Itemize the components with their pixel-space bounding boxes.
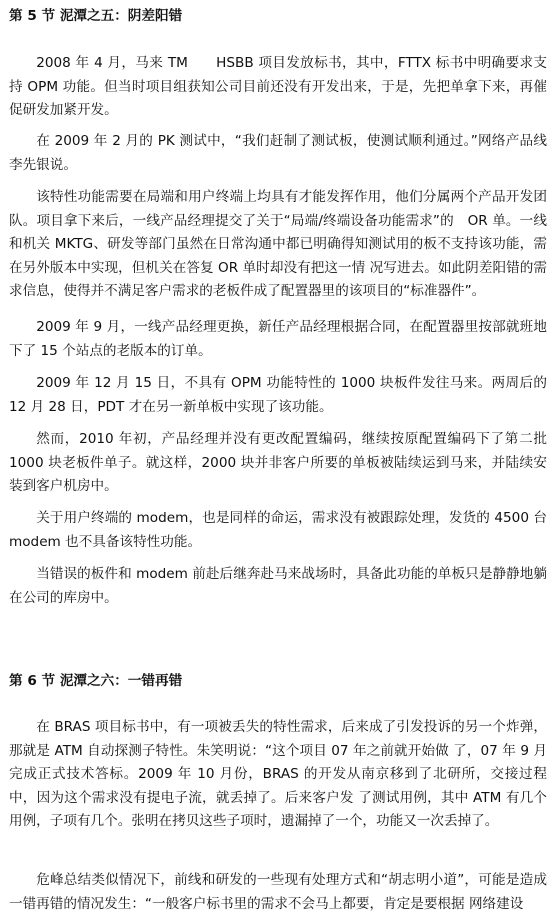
s5-paragraph-3: 该特性功能需要在局端和用户终端上均具有才能发挥作用，他们分属两个产品开发团队。项目拿下来后，一线产品经理提交了关于“局端/终端设备功能需求”的 OR 单。一线和机关 MKTG、研发等部门虽然在日常沟通中都已明确得知测试用的板不支持该功能，需在另外版本中实现，但机关在答复 OR 单时却没有把这一情 况写进去。如此阴差阳错的需求信息，使得并不满足客户需求的老板件成了配置器里的该项目的“标准器件”。	[9, 189, 547, 299]
s5-paragraph-8: 当错误的板件和 modem 前赴后继奔赴马来战场时，具备此功能的单板只是静静地躺在公司的库房中。	[9, 566, 547, 606]
s5-paragraph-6: 然而，2010 年初，产品经理并没有更改配置编码，继续按原配置编码下了第二批 1000 块老板件单子。就这样，2000 块并非客户所要的单板被陆续运到马来，并陆续安装到客户机房中。	[9, 431, 547, 494]
s5-paragraph-1: 2008 年 4 月，马来 TM HSBB 项目发放标书，其中，FTTX 标书中明确要求支持 OPM 功能。但当时项目组获知公司目前还没有开发出来，于是，先把单拿下来，再催促研发加紧开发。	[9, 55, 547, 118]
section-5-heading: 第 5 节 泥潭之五：阴差阳错	[9, 8, 183, 24]
s6-paragraph-1: 在 BRAS 项目标书中，有一项被丢失的特性需求，后来成了引发投诉的另一个炸弹，那就是 ATM 自动探测子特性。朱笑明说：“这个项目 07 年之前就开始做 了，07 年 9 月完成正式技术答标。2009 年 10 月份，BRAS 的开发从南京移到了北研所，交接过程中，因为这个需求没有提电子流，就丢掉了。后来客户发 了测试用例，其中 ATM 有几个用例，子项有几个。张明在拷贝这些子项时，遗漏掉了一个，功能又一次丢掉了。	[9, 719, 547, 829]
s5-paragraph-5: 2009 年 12 月 15 日，不具有 OPM 功能特性的 1000 块板件发往马来。两周后的 12 月 28 日，PDT 才在另一新单板中实现了该功能。	[9, 375, 547, 415]
s5-paragraph-4: 2009 年 9 月，一线产品经理更换，新任产品经理根据合同，在配置器里按部就班地下了 15 个站点的老版本的订单。	[9, 319, 547, 359]
section-6-heading: 第 6 节 泥潭之六：一错再错	[9, 673, 183, 689]
s5-paragraph-7: 关于用户终端的 modem，也是同样的命运，需求没有被跟踪处理，发货的 4500 台 modem 也不具备该特性功能。	[9, 510, 547, 550]
s5-paragraph-2: 在 2009 年 2 月的 PK 测试中，“我们赶制了测试板，使测试顺利通过。”网络产品线李先银说。	[9, 133, 547, 173]
s6-paragraph-2: 危峰总结类似情况下，前线和研发的一些现有处理方式和“胡志明小道”，可能是造成一错再错的情况发生：“一般客户标书里的需求不会马上都要，肯定是要根据 网络建设	[9, 872, 547, 912]
